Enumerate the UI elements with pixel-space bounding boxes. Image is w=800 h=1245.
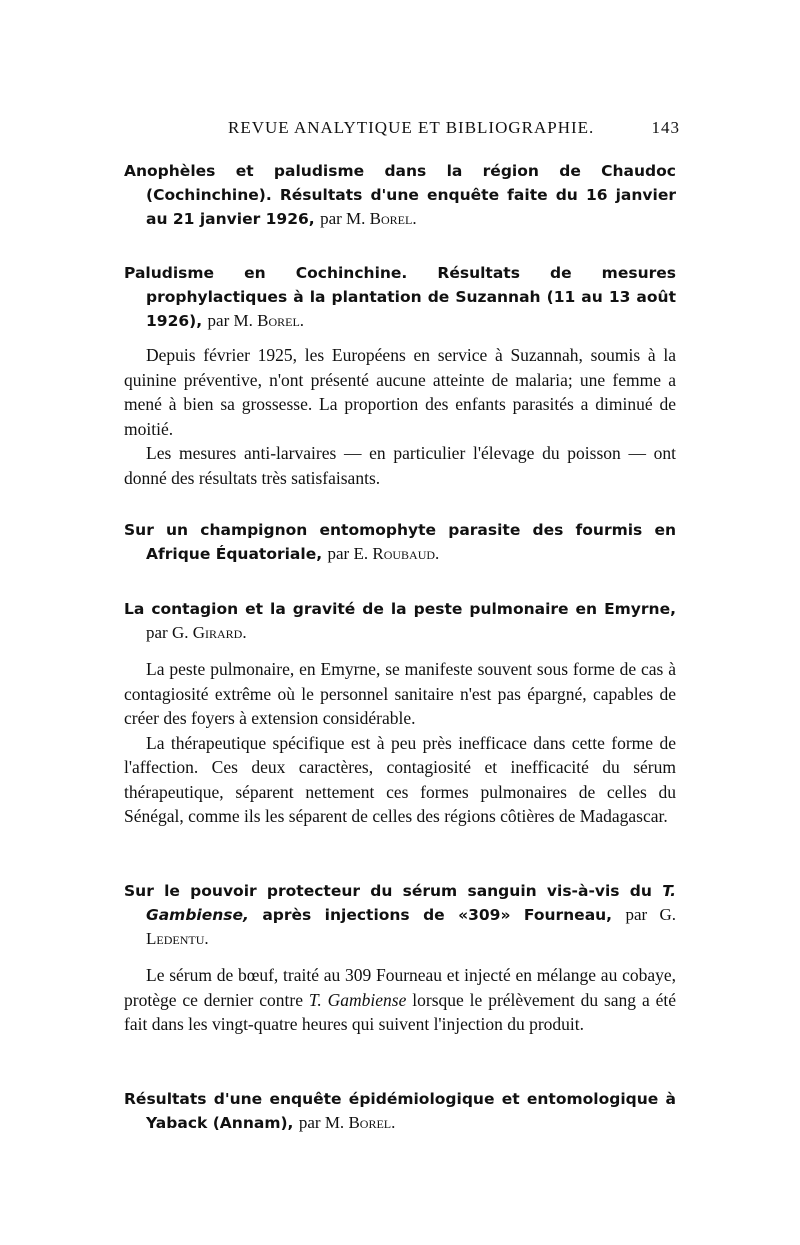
entry-title: Sur un champignon entomophyte parasite des fourmis en Afrique Équatoriale, par E. Roubaud. xyxy=(124,521,676,563)
author-name: Borel. xyxy=(257,311,305,330)
abstract-entry-2 xyxy=(124,261,676,490)
abstract-entry-4 xyxy=(124,597,676,829)
entry-body xyxy=(124,343,676,490)
author-name: Borel. xyxy=(369,209,417,228)
entry-byline: par M. Borel. xyxy=(320,209,417,228)
abstract-entry-3 xyxy=(124,518,676,566)
body-paragraph: Depuis février 1925, les Européens en service à Suzannah, soumis à la quinine préventive, n'ont présenté aucune atteinte de malaria; une femme a mené à bien sa grossesse. La proportion des enfants parasités a diminué de moitié. xyxy=(124,345,676,439)
entry-byline: par E. Roubaud. xyxy=(327,544,440,563)
species-name: T. Gambiense, xyxy=(146,882,677,924)
running-title: REVUE ANALYTIQUE ET BIBLIOGRAPHIE. xyxy=(228,118,595,137)
entry-byline: par M. Borel. xyxy=(298,1113,396,1132)
entry-byline: par G. Ledentu. xyxy=(146,905,676,948)
page-number: 143 xyxy=(651,118,680,137)
author-name: Ledentu. xyxy=(146,929,209,948)
entry-body xyxy=(124,657,676,829)
body-paragraph: La peste pulmonaire, en Emyrne, se manifeste souvent sous forme de cas à contagiosité extrême où le personnel sanitaire n'est pas épargné, capables de créer des foyers à extension considérable. xyxy=(124,659,676,728)
entry-title: Paludisme en Cochinchine. Résultats de mesures prophylactiques à la plantation de Suzannah (11 au 13 août 1926), par M. Borel. xyxy=(124,264,676,330)
entry-byline: par G. Girard. xyxy=(146,623,247,642)
entry-byline: par M. Borel. xyxy=(207,311,305,330)
abstract-entry-5 xyxy=(124,879,676,1037)
body-paragraph: Les mesures anti-larvaires — en particulier l'élevage du poisson — ont donné des résultats très satisfaisants. xyxy=(124,443,676,488)
entry-title: Anophèles et paludisme dans la région de Chaudoc (Cochinchine). Résultats d'une enquête faite du 16 janvier au 21 janvier 1926, par M. Borel. xyxy=(124,162,676,228)
body-paragraph: La thérapeutique spécifique est à peu près inefficace dans cette forme de l'affection. Ces deux caractères, contagiosité et inefficacité du sérum thérapeutique, séparent nettement ces formes pulmonaires de celles du Sénégal, comme ils les séparent de celles des régions côtières de Madagascar. xyxy=(124,732,676,826)
entry-title: Sur le pouvoir protecteur du sérum sanguin vis-à-vis du T. Gambiense, après injections de «309» Fourneau, par G. Ledentu. xyxy=(124,882,677,948)
author-name: Girard. xyxy=(192,623,247,642)
abstract-entry-1 xyxy=(124,159,676,231)
author-name: Roubaud. xyxy=(372,544,440,563)
entry-body xyxy=(124,963,676,1037)
abstract-entry-6 xyxy=(124,1087,676,1135)
species-name: T. Gambiense xyxy=(308,989,407,1010)
author-name: Borel. xyxy=(348,1113,396,1132)
entry-title: La contagion et la gravité de la peste pulmonaire en Emyrne, par G. Girard. xyxy=(124,600,676,642)
entry-title: Résultats d'une enquête épidémiologique et entomologique à Yaback (Annam), par M. Borel. xyxy=(124,1090,676,1132)
body-paragraph: Le sérum de bœuf, traité au 309 Fourneau et injecté en mélange au cobaye, protège ce dernier contre T. Gambiense lorsque le prélèvement du sang a été fait dans les vingt-quatre heures qui suivent l'injection du produit. xyxy=(124,965,677,1034)
